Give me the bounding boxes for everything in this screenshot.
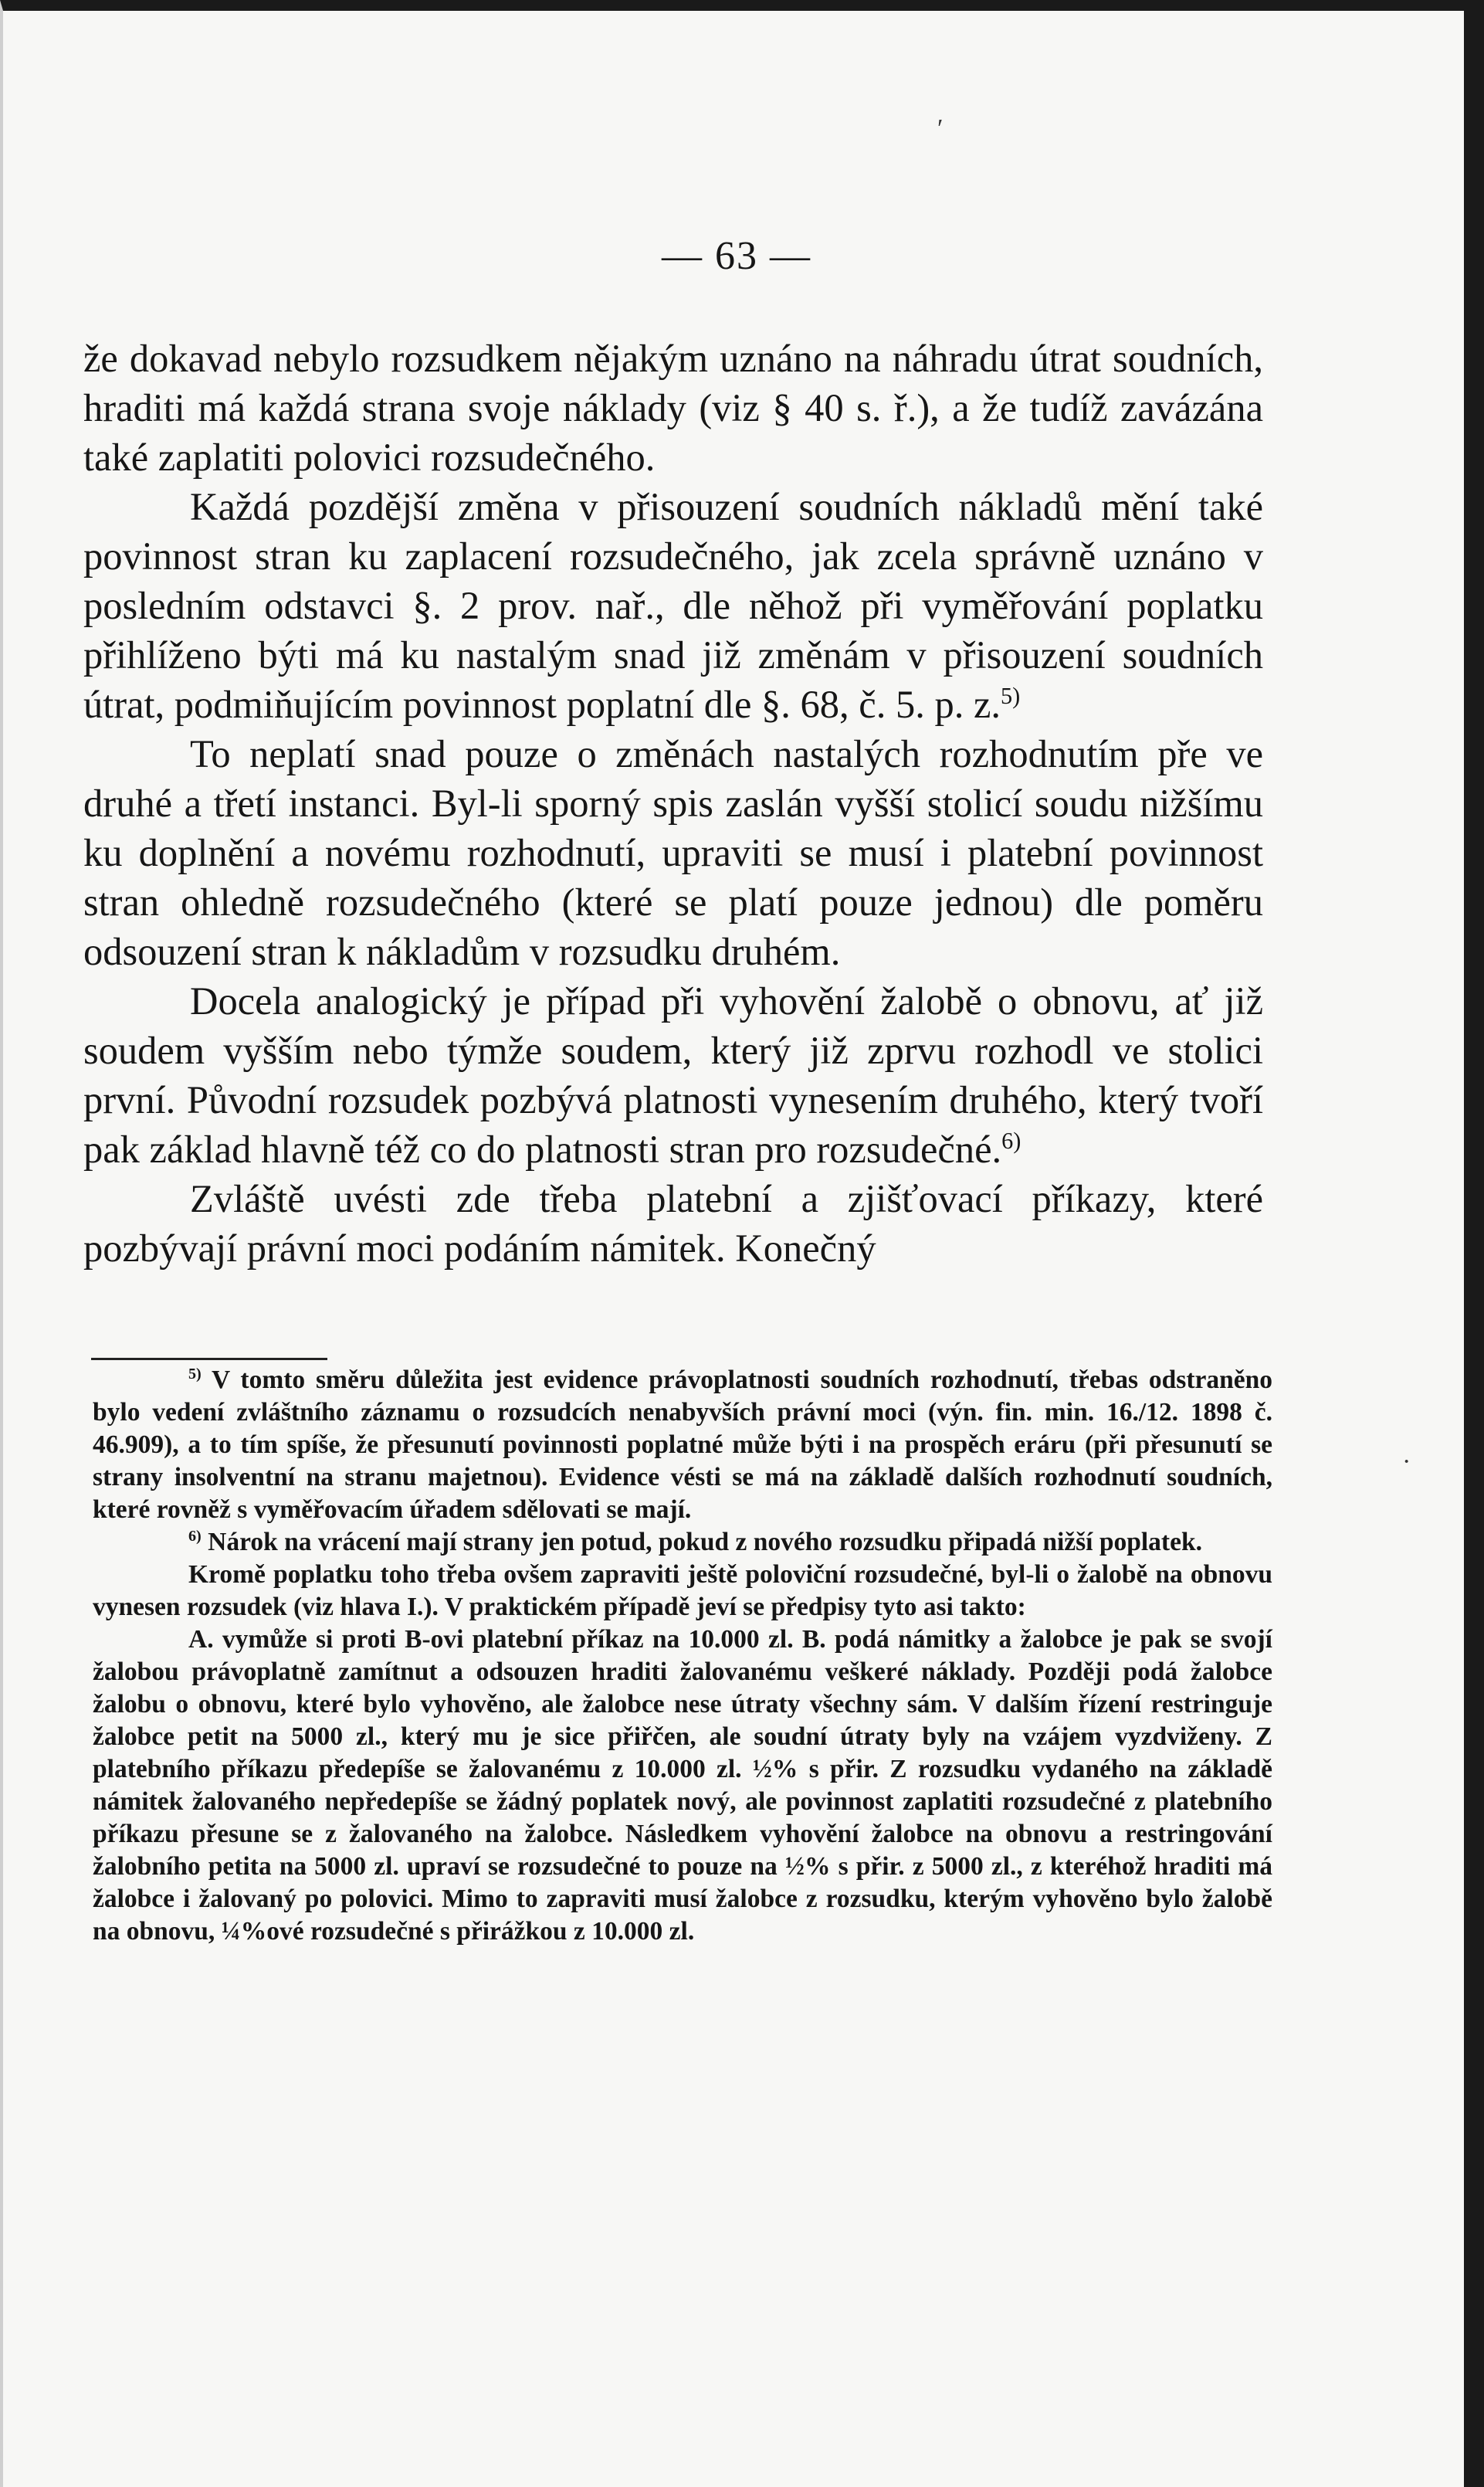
scan-speck: ′	[937, 114, 944, 143]
main-text	[83, 334, 1263, 1273]
paragraph: že dokavad nebylo rozsudkem nějakým uznáno na náhradu útrat soudních, hraditi má každá strana svoje náklady (viz § 40 s. ř.), a že tudíž zavázána také zaplatiti polovici rozsudečného.	[83, 337, 1263, 479]
scan-speck: ·	[1402, 1447, 1411, 1476]
footnote: $^{6)}$ Nárok na vrácení mají strany jen potud, pokud z nového rozsudku připadá nižší poplatek.	[188, 1527, 1202, 1556]
footnote-divider	[91, 1358, 327, 1360]
footnote: Kromě poplatku toho třeba ovšem zapraviti ještě poloviční rozsudečné, byl-li o žalobě na obnovu vynesen rozsudek (viz hlava I.). V praktickém případě jeví se předpisy tyto asi takto:	[93, 1560, 1272, 1621]
footnote-ref: 6)	[1001, 1128, 1022, 1155]
footnote-ref: 5)	[1001, 683, 1021, 710]
paragraph: Zvláště uvésti zde třeba platební a zjišťovací příkazy, které pozbývají právní moci podáním námitek. Konečný	[83, 1177, 1263, 1270]
page-number: — 63 —	[662, 234, 811, 278]
footnote-label: 6)	[188, 1527, 202, 1545]
paragraph: To neplatí snad pouze o změnách nastalých rozhodnutím pře ve druhé a třetí instanci. Byl-li sporný spis zaslán vyšší stolicí soudu nižšímu ku doplnění a novému rozhodnutí, upraviti se musí i platební povinnost stran ohledně rozsudečného (které se platí pouze jednou) dle poměru odsouzení stran k nákladům v rozsudku druhém.	[83, 732, 1263, 973]
footnote: $^{5)}$ V tomto směru důležita jest evidence právoplatnosti soudních rozhodnutí, třebas odstraněno bylo vedení zvláštního záznamu o rozsudcích nenabyvších právní moci (výn. fin. min. 16./12. 1898 č. 46.909), a to tím spíše, že přesunutí povinnosti poplatné může býti i na prospěch eráru (při přesunutí se strany insolventní na stranu majetnou). Evidence vésti se má na základě dalších rozhodnutí soudních, které rovněž s vyměřovacím úřadem sdělovati se mají.	[93, 1365, 1272, 1524]
footnote-label: 5)	[188, 1365, 202, 1383]
footnote: A. vymůže si proti B-ovi platební příkaz na 10.000 zl. B. podá námitky a žalobce je pak se svojí žalobou právoplatně zamítnut a odsouzen hraditi žalovanému veškeré náklady. Později podá žalobce žalobu o obnovu, které bylo vyhověno, ale žalobce nese útraty všechny sám. V dalším řízení restringuje žalobce petit na 5000 zl., který mu je sice přiřčen, ale soudní útraty byly na vzájem vyzdviženy. Z platebního příkazu předepíše se žalovanému z 10.000 zl. ½% s přir. Z rozsudku vydaného na základě námitek žalovaného nepředepíše se žádný poplatek nový, ale povinnost zaplatiti rozsudečné z platebního příkazu přesune se z žalovaného na žalobce. Následkem vyhovění žalobce na obnovu a restringování žalobního petita na 5000 zl. upraví se rozsudečné to pouze na ½% s přir. z 5000 zl., z kteréhož hraditi má žalobce i žalovaný po polovici. Mimo to zapraviti musí žalobce z rozsudku, kterým vyhověno bylo žalobě na obnovu, ¼%ové rozsudečné s přirážkou z 10.000 zl.	[93, 1625, 1272, 1946]
footnotes	[93, 1364, 1272, 1948]
paragraph: Každá pozdější změna v přisouzení soudních nákladů mění také povinnost stran ku zaplacení rozsudečného, jak zcela správně uznáno v posledním odstavci §. 2 prov. nař., dle něhož při vyměřování poplatku přihlíženo býti má ku nastalým snad již změnám v přisouzení soudních útrat, podmiňujícím povinnost poplatní dle §. 68, č. 5. p. z.$^{5)}$	[83, 485, 1263, 726]
paragraph: Docela analogický je případ při vyhovění žalobě o obnovu, ať již soudem vyšším nebo týmže soudem, který již zprvu rozhodl ve stolici první. Původní rozsudek pozbývá platnosti vynesením druhého, který tvoří pak základ hlavně též co do platnosti stran pro rozsudečné.$^{6)}$	[83, 979, 1263, 1171]
